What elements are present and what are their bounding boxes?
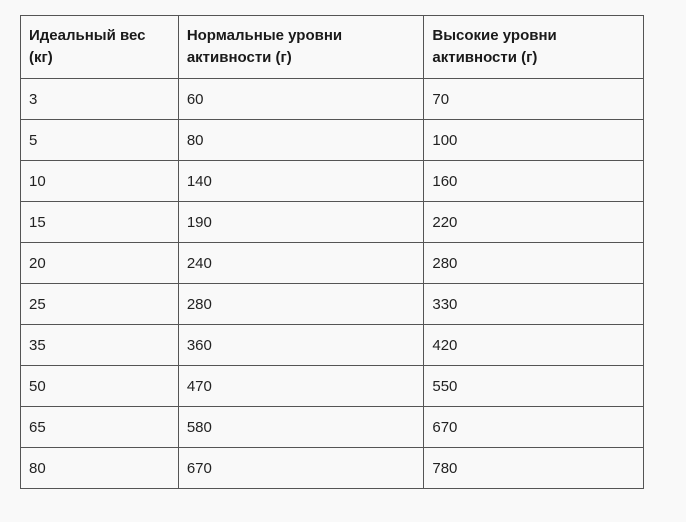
table-row bbox=[21, 448, 644, 489]
cell-weight: 80 bbox=[21, 448, 179, 489]
table-row bbox=[21, 120, 644, 161]
header-high-activity: Высокие уровни активности (г) bbox=[424, 16, 644, 79]
cell-normal: 280 bbox=[178, 284, 424, 325]
table-row bbox=[21, 202, 644, 243]
cell-normal: 240 bbox=[178, 243, 424, 284]
cell-normal: 670 bbox=[178, 448, 424, 489]
cell-weight: 15 bbox=[21, 202, 179, 243]
cell-high: 550 bbox=[424, 366, 644, 407]
cell-weight: 50 bbox=[21, 366, 179, 407]
cell-normal: 360 bbox=[178, 325, 424, 366]
cell-high: 420 bbox=[424, 325, 644, 366]
cell-normal: 80 bbox=[178, 120, 424, 161]
table-row bbox=[21, 366, 644, 407]
cell-weight: 5 bbox=[21, 120, 179, 161]
table-row bbox=[21, 243, 644, 284]
table-row bbox=[21, 284, 644, 325]
cell-high: 330 bbox=[424, 284, 644, 325]
cell-normal: 140 bbox=[178, 161, 424, 202]
cell-weight: 20 bbox=[21, 243, 179, 284]
cell-weight: 35 bbox=[21, 325, 179, 366]
cell-weight: 65 bbox=[21, 407, 179, 448]
table-row bbox=[21, 407, 644, 448]
cell-weight: 25 bbox=[21, 284, 179, 325]
cell-normal: 190 bbox=[178, 202, 424, 243]
cell-high: 100 bbox=[424, 120, 644, 161]
cell-weight: 10 bbox=[21, 161, 179, 202]
cell-weight: 3 bbox=[21, 79, 179, 120]
header-normal-activity: Нормальные уровни активности (г) bbox=[178, 16, 424, 79]
cell-high: 160 bbox=[424, 161, 644, 202]
header-ideal-weight: Идеальный вес (кг) bbox=[21, 16, 179, 79]
table-row bbox=[21, 79, 644, 120]
cell-high: 780 bbox=[424, 448, 644, 489]
table-row bbox=[21, 325, 644, 366]
table-row bbox=[21, 161, 644, 202]
cell-high: 670 bbox=[424, 407, 644, 448]
cell-high: 220 bbox=[424, 202, 644, 243]
cell-normal: 60 bbox=[178, 79, 424, 120]
cell-normal: 580 bbox=[178, 407, 424, 448]
cell-normal: 470 bbox=[178, 366, 424, 407]
feeding-table bbox=[20, 15, 644, 489]
table-header-row bbox=[21, 16, 644, 79]
cell-high: 280 bbox=[424, 243, 644, 284]
cell-high: 70 bbox=[424, 79, 644, 120]
